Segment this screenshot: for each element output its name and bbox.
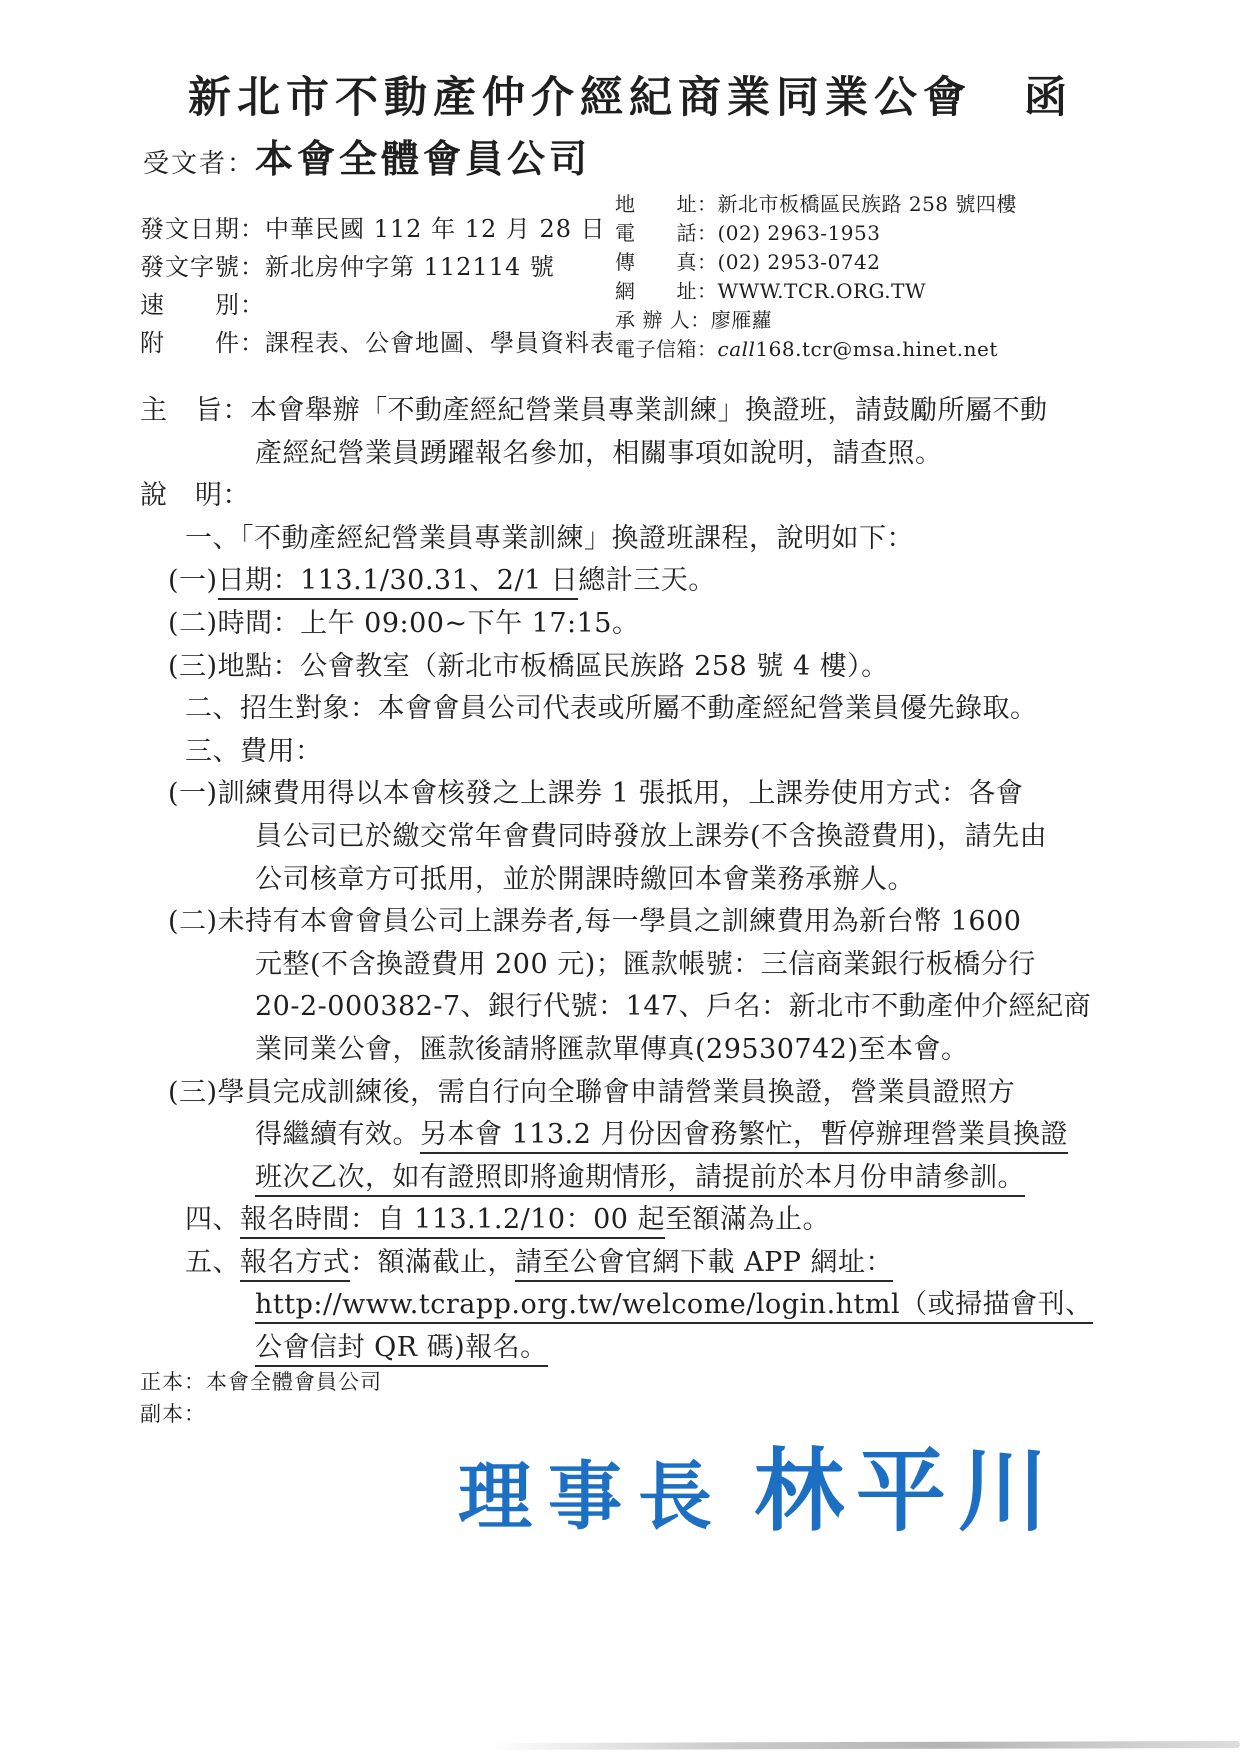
meta-line: 承 辦 人：廖雁蘿 [615,308,773,332]
body-line: 五、報名方式：額滿截止，請至公會官網下載 APP 網址： [185,1242,1240,1285]
body-line: 班次乙次，如有證照即將逾期情形，請提前於本月份申請參訓。 [255,1157,1240,1200]
body-lines [0,390,1240,1370]
body-line: 20-2-000382-7、銀行代號：147、戶名：新北市不動產仲介經紀商 [255,991,1092,1023]
body-line: (二)未持有本會會員公司上課券者,每一學員之訓練費用為新台幣 1600 [168,906,1022,938]
body-line: 產經紀營業員踴躍報名參加，相關事項如說明，請查照。 [255,437,943,469]
meta-line: 速 別： [140,291,265,319]
duplicate-copy-line: 副本： [140,1402,206,1426]
meta-line: 發文日期：中華民國 112 年 12 月 28 日 [140,215,606,243]
recipient-value: 本會全體會員公司 [255,136,592,181]
body-line: 二、招生對象：本會會員公司代表或所屬不動產經紀營業員優先錄取。 [185,693,1038,725]
meta-line: 地 址：新北市板橋區民族路 258 號四樓 [615,192,1017,216]
meta-line: 電子信箱：call168.tcr@msa.hinet.net [615,337,998,361]
meta-line: 附 件：課程表、公會地圖、學員資料表 [140,329,615,357]
body-line: 三、費用： [185,735,323,767]
meta-line: 網 址：WWW.TCR.ORG.TW [615,279,927,303]
recipient-label: 受文者： [143,149,256,179]
body-line: 公司核章方可抵用，並於開課時繳回本會業務承辦人。 [255,863,915,895]
body-line: 一、「不動產經紀營業員專業訓練」換證班課程，說明如下： [185,522,914,554]
document-title [188,64,1073,125]
meta-line: 傳 真：(02) 2953-0742 [615,250,881,274]
meta-line: 電 話：(02) 2963-1953 [615,221,881,245]
signature-name: 林平川 [754,1439,1060,1544]
body-line: (二)時間：上午 09:00~下午 17:15。 [168,607,640,639]
distribution-block [140,1366,382,1430]
body-line: 業同業公會，匯款後請將匯款單傳真(29530742)至本會。 [255,1033,969,1065]
title-text: 新北市不動產仲介經紀商業同業公會 [188,73,972,123]
body-line: 主 旨：本會舉辦「不動產經紀營業員專業訓練」換證班，請鼓勵所屬不動 [140,395,1048,426]
signature-title: 理事長 [458,1454,728,1540]
body-line: (三)地點：公會教室（新北市板橋區民族路 258 號 4 樓）。 [168,650,889,682]
body-line: 元整(不含換證費用 200 元)；匯款帳號：三信商業銀行板橋分行 [255,948,1036,980]
body-line: 員公司已於繳交常年會費同時發放上課券(不含換證費用)，請先由 [255,820,1048,852]
recipient-row [143,128,591,183]
scan-artifact [490,1741,1240,1750]
contact-info-block [615,190,1017,364]
body-line: 四、報名時間：自 113.1.2/10：00 起至額滿為止。 [185,1199,1240,1242]
body-line: (一)日期：113.1/30.31、2/1 日總計三天。 [168,560,1240,603]
body-line: 得繼續有效。另本會 113.2 月份因會務繁忙，暫停辦理營業員換證 [255,1114,1240,1157]
chairman-signature [458,1418,1060,1548]
body-line: http://www.tcrapp.org.tw/welcome/login.html（或掃描會刊、 [255,1284,1240,1327]
body-line: (一)訓練費用得以本會核發之上課券 1 張抵用，上課券使用方式：各會 [168,778,1024,810]
dispatch-info-block [140,210,615,362]
body-line: (三)學員完成訓練後，需自行向全聯會申請營業員換證，營業員證照方 [168,1076,1016,1108]
body-line: 說 明： [140,480,250,512]
meta-line: 發文字號：新北房仲字第 112114 號 [140,253,555,281]
original-copy-line: 正本：本會全體會員公司 [140,1370,382,1394]
body-line: 公會信封 QR 碼)報名。 [255,1327,1240,1370]
title-suffix: 函 [1024,73,1073,123]
